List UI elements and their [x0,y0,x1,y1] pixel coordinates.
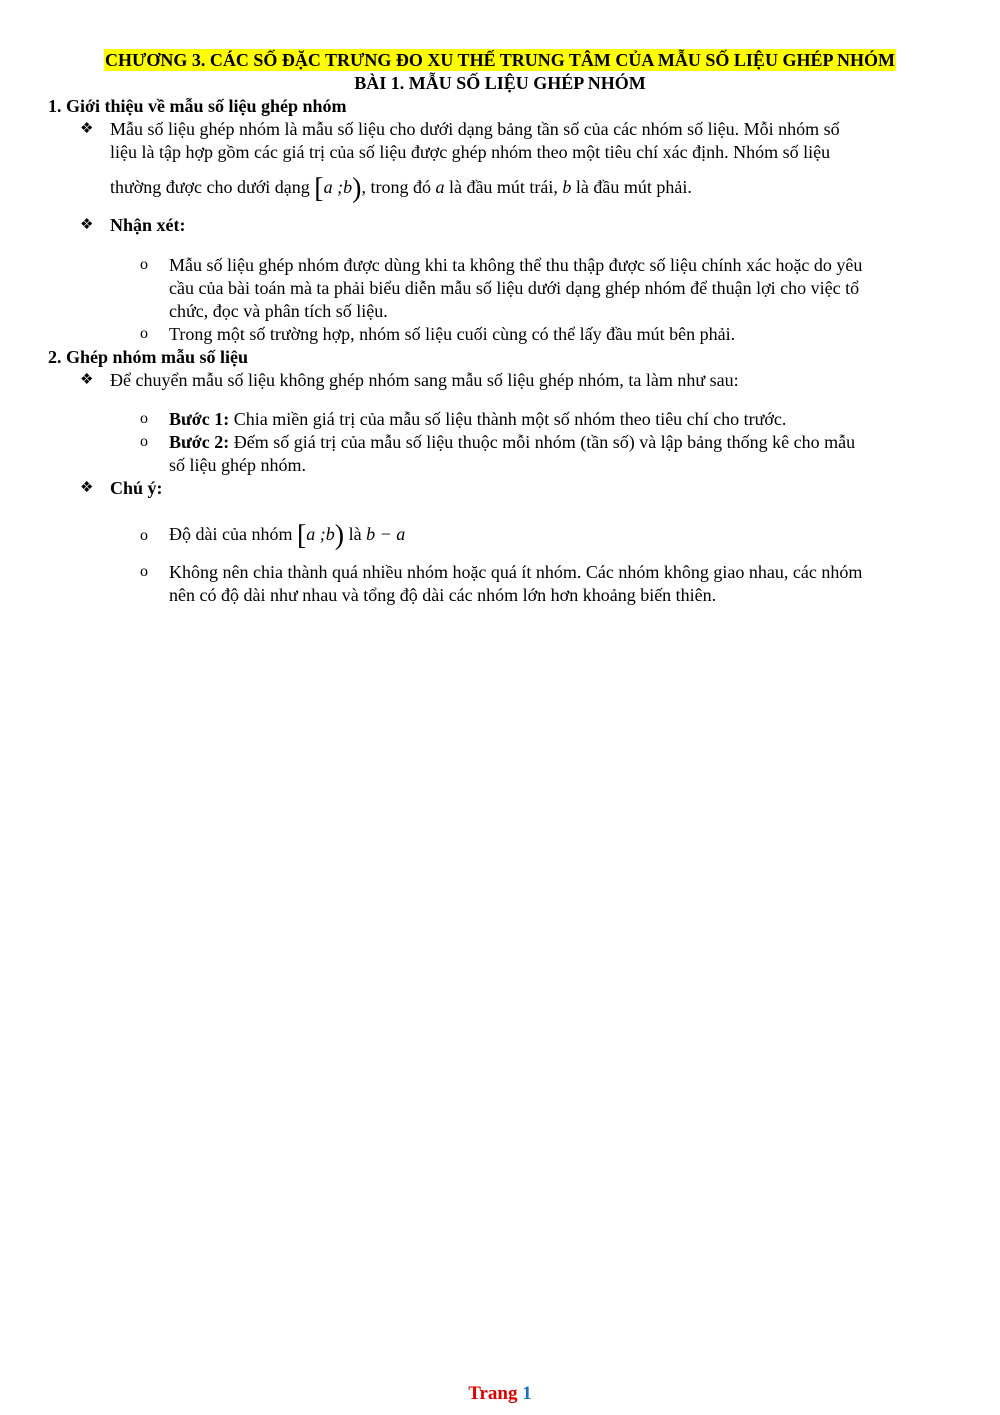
circle-bullet-icon: o [140,433,148,450]
circle-bullet-icon: o [140,410,148,427]
footer-page-label: Trang [468,1383,518,1404]
circle-bullet-icon: o [140,563,148,580]
page-footer [0,1382,1000,1405]
math-result: b − a [366,524,406,544]
section1-bullet1 [110,118,940,164]
text-line: nên có độ dài như nhau và tổng độ dài các nhóm lớn hơn khoảng biến thiên. [169,585,717,605]
close-paren-symbol: ) [334,520,345,551]
text-line: chức, đọc và phân tích số liệu. [169,301,388,321]
text-line: liệu là tập hợp gồm các giá trị của số liệu được ghép nhóm theo một tiêu chí xác định. Nhóm số liệu [110,142,831,162]
lesson-title: BÀI 1. MẪU SỐ LIỆU GHÉP NHÓM [354,73,646,93]
step2-label: Bước 2: [169,432,230,452]
text-line: cầu của bài toán mà ta phải biểu diễn mẫu số liệu dưới dạng ghép nhóm để thuận lợi cho việc tổ [169,278,860,298]
remark-label: Nhận xét: [110,215,186,235]
step1-text: Chia miền giá trị của mẫu số liệu thành một số nhóm theo tiêu chí cho trước. [233,409,787,429]
close-paren-symbol: ) [352,173,362,204]
text-line: số liệu ghép nhóm. [169,455,306,475]
interval-math: a ;b [323,177,353,197]
text-fragment: là đầu mút trái, [448,177,558,197]
circle-bullet-icon: o [140,527,148,544]
chapter-title: CHƯƠNG 3. CÁC SỐ ĐẶC TRƯNG ĐO XU THẾ TRUNG TÂM CỦA MẪU SỐ LIỆU GHÉP NHÓM [105,50,895,70]
section1-heading: 1. Giới thiệu về mẫu số liệu ghép nhóm [48,96,347,116]
section1-bullet1-line3 [110,173,970,204]
diamond-bullet-icon: ❖ [80,121,94,137]
text-line: Mẫu số liệu ghép nhóm được dùng khi ta không thể thu thập được số liệu chính xác hoặc do yêu [169,255,863,275]
step2 [169,431,969,477]
circle-bullet-icon: o [140,256,148,273]
title-block [0,49,1000,94]
footer-page-number: 1 [522,1383,532,1404]
text-fragment: Độ dài của nhóm [169,524,293,544]
math-a: a [435,177,445,197]
section2-heading: 2. Ghép nhóm mẫu số liệu [48,347,249,367]
remark2: Trong một số trường hợp, nhóm số liệu cuối cùng có thể lấy đầu mút bên phải. [169,324,736,344]
diamond-bullet-icon: ❖ [80,217,94,233]
text-line: Không nên chia thành quá nhiều nhóm hoặc quá ít nhóm. Các nhóm không giao nhau, các nhóm [169,562,863,582]
step1 [169,408,959,431]
diamond-bullet-icon: ❖ [80,372,94,388]
step1-label: Bước 1: [169,409,230,429]
note1 [169,520,959,551]
diamond-bullet-icon: ❖ [80,480,94,496]
text-fragment: là [348,524,362,544]
step2-text: Đếm số giá trị của mẫu số liệu thuộc mỗi nhóm (tần số) và lập bảng thống kê cho mẫu [233,432,856,452]
circle-bullet-icon: o [140,325,148,342]
open-bracket-symbol: [ [314,173,324,204]
text-fragment: là đầu mút phải. [575,177,692,197]
section2-bullet1: Để chuyển mẫu số liệu không ghép nhóm sang mẫu số liệu ghép nhóm, ta làm như sau: [110,370,739,390]
remark1 [169,254,959,323]
text-fragment: , trong đó [361,177,431,197]
text-line: Mẫu số liệu ghép nhóm là mẫu số liệu cho dưới dạng bảng tần số của các nhóm số liệu. Mỗi nhóm số [110,119,840,139]
text-fragment: thường được cho dưới dạng [110,177,310,197]
math-b: b [562,177,572,197]
interval-math: a ;b [306,524,335,544]
note2 [169,561,969,607]
note-label: Chú ý: [110,478,163,498]
open-bracket-symbol: [ [296,520,307,551]
